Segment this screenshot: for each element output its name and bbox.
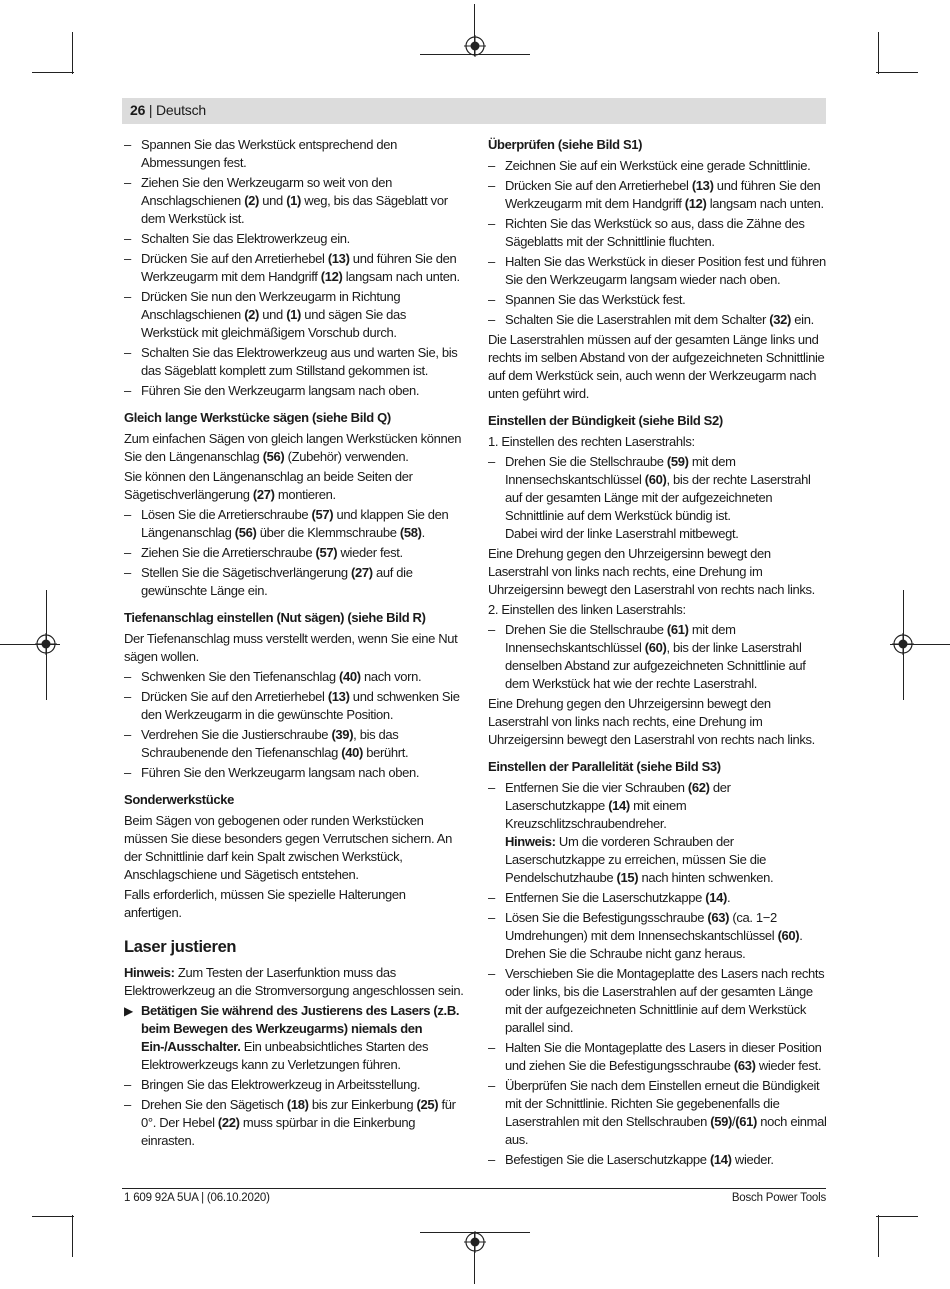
list-check-steps: [488, 157, 828, 329]
heading-check: Überprüfen (siehe Bild S1): [488, 137, 643, 152]
dash-bullet: –: [488, 178, 495, 193]
list-item: [124, 344, 464, 380]
crop-mark: [878, 32, 879, 74]
list-item-text: Schalten Sie das Elektrowerkzeug aus und warten Sie, bis das Sägeblatt komplett zum Stillstand gekommen ist.: [141, 345, 458, 378]
list-item: [488, 621, 828, 693]
list-item-text: Entfernen Sie die vier Schrauben (62) der Laserschutzkappe (14) mit einem Kreuzschlitzschraubendreher.: [505, 780, 731, 831]
paragraph: Der Tiefenanschlag muss verstellt werden, wenn Sie eine Nut sägen wollen.: [124, 631, 458, 664]
list-item-text: Schalten Sie die Laserstrahlen mit dem Schalter (32) ein.: [505, 312, 814, 327]
dash-bullet: –: [124, 765, 131, 780]
list-item: [488, 453, 828, 543]
list-item-text: Verschieben Sie die Montageplatte des Lasers nach rechts oder links, bis die Laserstrahlen auf der gesamten Länge mit der aufgezeichneten Schnittlinie auf dem Werkstück parallel sind.: [505, 966, 825, 1035]
header-text: 26 | Deutsch: [130, 102, 206, 118]
dash-bullet: –: [488, 216, 495, 231]
dash-bullet: –: [124, 251, 131, 266]
numbered-step: 2. Einstellen des linken Laserstrahls:: [488, 602, 686, 617]
list-item-text: Ziehen Sie den Werkzeugarm so weit von den Anschlagschienen (2) und (1) weg, bis das Sägeblatt vor dem Werkstück ist.: [141, 175, 448, 226]
heading-equal-length: Gleich lange Werkstücke sägen (siehe Bild Q): [124, 410, 391, 425]
crop-mark: [878, 1215, 879, 1257]
list-item: [124, 136, 464, 172]
list-item-text: Drücken Sie nun den Werkzeugarm in Richtung Anschlagschienen (2) und (1) und sägen Sie das Werkstück mit gleichmäßigem Vorschub durch.: [141, 289, 407, 340]
list-item-text: Drücken Sie auf den Arretierhebel (13) und führen Sie den Werkzeugarm mit dem Handgriff (12) langsam nach unten.: [141, 251, 460, 284]
dash-bullet: –: [124, 345, 131, 360]
list-item-text: Drehen Sie die Stellschraube (61) mit dem Innensechskantschlüssel (60), bis der linke Laserstrahl denselben Abstand zur aufgezeichneten Schnittlinie auf dem Werkstück hat wie der rechte Laserstrahl.: [505, 622, 806, 691]
list-item-note: Hinweis: Um die vorderen Schrauben der Laserschutzkappe zu erreichen, müssen Sie die Pendelschutzhaube (15) nach hinten schwenken.: [505, 834, 774, 885]
list-item-text: Führen Sie den Werkzeugarm langsam nach oben.: [141, 765, 420, 780]
list-length-stop: [124, 506, 464, 600]
dash-bullet: –: [124, 383, 131, 398]
note-paragraph: Hinweis: Zum Testen der Laserfunktion muss das Elektrowerkzeug an die Stromversorgung angeschlossen sein.: [124, 965, 464, 998]
dash-bullet: –: [488, 312, 495, 327]
dash-bullet: –: [488, 780, 495, 795]
list-item-text: Stellen Sie die Sägetischverlängerung (27) auf die gewünschte Länge ein.: [141, 565, 413, 598]
list-item-text: Halten Sie das Werkstück in dieser Position fest und führen Sie den Werkzeugarm langsam wieder nach oben.: [505, 254, 826, 287]
footer-doc-id: 1 609 92A 5UA | (06.10.2020): [124, 1192, 270, 1204]
paragraph: Eine Drehung gegen den Uhrzeigersinn bewegt den Laserstrahl von links nach rechts, eine Drehung im Uhrzeigersinn bewegt den Laserstrahl von rechts nach links.: [488, 696, 815, 747]
dash-bullet: –: [488, 158, 495, 173]
list-item: [124, 668, 464, 686]
dash-bullet: –: [488, 454, 495, 469]
dash-bullet: –: [124, 289, 131, 304]
right-column: [488, 136, 828, 1171]
warning-item: [124, 1002, 464, 1074]
dash-bullet: –: [124, 507, 131, 522]
heading-parallel: Einstellen der Parallelität (siehe Bild S3): [488, 759, 721, 774]
list-depth-stop: [124, 668, 464, 782]
list-item-text: Ziehen Sie die Arretierschraube (57) wieder fest.: [141, 545, 403, 560]
list-item: [124, 764, 464, 782]
list-item: [124, 230, 464, 248]
dash-bullet: –: [124, 689, 131, 704]
footer-brand: Bosch Power Tools: [731, 1192, 826, 1204]
crop-mark: [32, 1216, 74, 1217]
dash-bullet: –: [124, 175, 131, 190]
list-item: [488, 157, 828, 175]
list-item-text: Entfernen Sie die Laserschutzkappe (14).: [505, 890, 731, 905]
list-item: [488, 779, 828, 887]
dash-bullet: –: [124, 545, 131, 560]
page-header: [122, 98, 826, 124]
list-item-text: Richten Sie das Werkstück so aus, dass die Zähne des Sägeblatts mit der Schnittlinie fluchten.: [505, 216, 805, 249]
list-item-text: Spannen Sie das Werkstück entsprechend den Abmessungen fest.: [141, 137, 398, 170]
dash-bullet: –: [124, 727, 131, 742]
list-item: [488, 253, 828, 289]
list-item-subtext: Dabei wird der linke Laserstrahl mitbewegt.: [505, 526, 739, 541]
list-item: [124, 1096, 464, 1150]
list-item-text: Überprüfen Sie nach dem Einstellen erneut die Bündigkeit mit der Schnittlinie. Richten Sie gegebenenfalls die Laserstrahlen mit den Stellschrauben (59)/(61) noch einmal aus.: [505, 1078, 827, 1147]
list-item: [124, 688, 464, 724]
list-parallel-steps: [488, 889, 828, 1169]
left-column: [124, 136, 464, 1152]
list-item-text: Lösen Sie die Arretierschraube (57) und klappen Sie den Längenanschlag (56) über die Klemmschraube (58).: [141, 507, 449, 540]
registration-target-icon: [464, 35, 486, 57]
dash-bullet: –: [488, 890, 495, 905]
list-item-text: Halten Sie die Montageplatte des Lasers in dieser Position und ziehen Sie die Befestigungsschraube (63) wieder fest.: [505, 1040, 822, 1073]
registration-target-icon: [464, 1231, 486, 1253]
list-item: [488, 889, 828, 907]
crop-mark: [72, 1215, 73, 1257]
dash-bullet: –: [488, 622, 495, 637]
registration-target-icon: [35, 633, 57, 655]
dash-bullet: –: [124, 565, 131, 580]
dash-bullet: –: [488, 1040, 495, 1055]
page-number: 26: [130, 102, 146, 118]
heading-depth-stop: Tiefenanschlag einstellen (Nut sägen) (siehe Bild R): [124, 610, 426, 625]
dash-bullet: –: [488, 910, 495, 925]
dash-bullet: –: [124, 1077, 131, 1092]
list-item: [488, 215, 828, 251]
numbered-step: 1. Einstellen des rechten Laserstrahls:: [488, 434, 695, 449]
list-item-text: Verdrehen Sie die Justierschraube (39), bis das Schraubenende den Tiefenanschlag (40) berührt.: [141, 727, 409, 760]
list-item: [488, 965, 828, 1037]
dash-bullet: –: [488, 1078, 495, 1093]
dash-bullet: –: [124, 669, 131, 684]
list-laser-prep: [124, 1076, 464, 1150]
paragraph: Eine Drehung gegen den Uhrzeigersinn bewegt den Laserstrahl von links nach rechts, eine Drehung im Uhrzeigersinn bewegt den Laserstrahl von rechts nach links.: [488, 546, 815, 597]
list-item-text: Spannen Sie das Werkstück fest.: [505, 292, 686, 307]
list-item: [124, 288, 464, 342]
list-item: [124, 544, 464, 562]
list-item: [488, 1077, 828, 1149]
list-item: [124, 174, 464, 228]
dash-bullet: –: [488, 292, 495, 307]
list-item-text: Schalten Sie das Elektrowerkzeug ein.: [141, 231, 350, 246]
list-clamping-steps: [124, 136, 464, 400]
dash-bullet: –: [488, 1152, 495, 1167]
dash-bullet: –: [124, 231, 131, 246]
paragraph: Falls erforderlich, müssen Sie spezielle Halterungen anfertigen.: [124, 887, 406, 920]
paragraph: Sie können den Längenanschlag an beide Seiten der Sägetischverlängerung (27) montieren.: [124, 469, 413, 502]
crop-mark: [32, 72, 74, 73]
list-item-text: Drücken Sie auf den Arretierhebel (13) und führen Sie den Werkzeugarm mit dem Handgriff (12) langsam nach unten.: [505, 178, 824, 211]
list-item: [488, 177, 828, 213]
list-item-text: Drücken Sie auf den Arretierhebel (13) und schwenken Sie den Werkzeugarm in die gewünschte Position.: [141, 689, 460, 722]
crop-mark: [876, 1216, 918, 1217]
paragraph: Die Laserstrahlen müssen auf der gesamten Länge links und rechts im selben Abstand von der aufgezeichneten Schnittlinie auf dem Werkstück sein, auch wenn der Werkzeugarm nach unten geführt wird.: [488, 332, 825, 401]
list-item: [124, 250, 464, 286]
dash-bullet: –: [124, 1097, 131, 1112]
registration-target-icon: [892, 633, 914, 655]
crop-mark: [72, 32, 73, 74]
list-item-text: Bringen Sie das Elektrowerkzeug in Arbeitsstellung.: [141, 1077, 421, 1092]
list-item-text: Lösen Sie die Befestigungsschraube (63) (ca. 1−2 Umdrehungen) mit dem Innensechskantschlüssel (60). Drehen Sie die Schraube nicht ganz heraus.: [505, 910, 803, 961]
dash-bullet: –: [488, 254, 495, 269]
list-item: [124, 726, 464, 762]
heading-laser-adjust: Laser justieren: [124, 938, 237, 956]
list-item: [124, 564, 464, 600]
arrow-bullet-icon: ▶: [124, 1004, 133, 1018]
paragraph: Beim Sägen von gebogenen oder runden Werkstücken müssen Sie diese besonders gegen Verrutschen sichern. An der Schnittlinie darf kein Spalt zwischen Werkstück, Anschlagschiene und Sägetisch entstehen.: [124, 813, 453, 882]
footer-rule: [122, 1188, 826, 1189]
list-item: [124, 1076, 464, 1094]
list-item: [124, 382, 464, 400]
dash-bullet: –: [124, 137, 131, 152]
list-item: [488, 1151, 828, 1169]
warning-text: Betätigen Sie während des Justierens des Lasers (z.B. beim Bewegen des Werkzeugarms) niemals den Ein-/Ausschalter. Ein unbeabsichtliches Starten des Elektrowerkzeugs kann zu Verletzungen führen.: [141, 1003, 460, 1072]
list-item: [488, 1039, 828, 1075]
heading-special-workpieces: Sonderwerkstücke: [124, 792, 235, 807]
paragraph: Zum einfachen Sägen von gleich langen Werkstücken können Sie den Längenanschlag (56) (Zubehör) verwenden.: [124, 431, 462, 464]
list-item: [488, 311, 828, 329]
list-item-text: Drehen Sie die Stellschraube (59) mit dem Innensechskantschlüssel (60), bis der rechte Laserstrahl auf der gesamten Länge mit der aufgezeichneten Schnittlinie auf dem Werkstück bündig ist.: [505, 454, 811, 523]
header-language: Deutsch: [156, 102, 206, 118]
dash-bullet: –: [488, 966, 495, 981]
list-item: [488, 291, 828, 309]
list-item: [488, 909, 828, 963]
heading-flush: Einstellen der Bündigkeit (siehe Bild S2): [488, 413, 723, 428]
list-item-text: Schwenken Sie den Tiefenanschlag (40) nach vorn.: [141, 669, 422, 684]
crop-mark: [876, 72, 918, 73]
list-item: [124, 506, 464, 542]
list-item-text: Führen Sie den Werkzeugarm langsam nach oben.: [141, 383, 420, 398]
list-item-text: Drehen Sie den Sägetisch (18) bis zur Einkerbung (25) für 0°. Der Hebel (22) muss spürbar in die Einkerbung einrasten.: [141, 1097, 456, 1148]
list-item-text: Befestigen Sie die Laserschutzkappe (14) wieder.: [505, 1152, 774, 1167]
list-item-text: Zeichnen Sie auf ein Werkstück eine gerade Schnittlinie.: [505, 158, 811, 173]
